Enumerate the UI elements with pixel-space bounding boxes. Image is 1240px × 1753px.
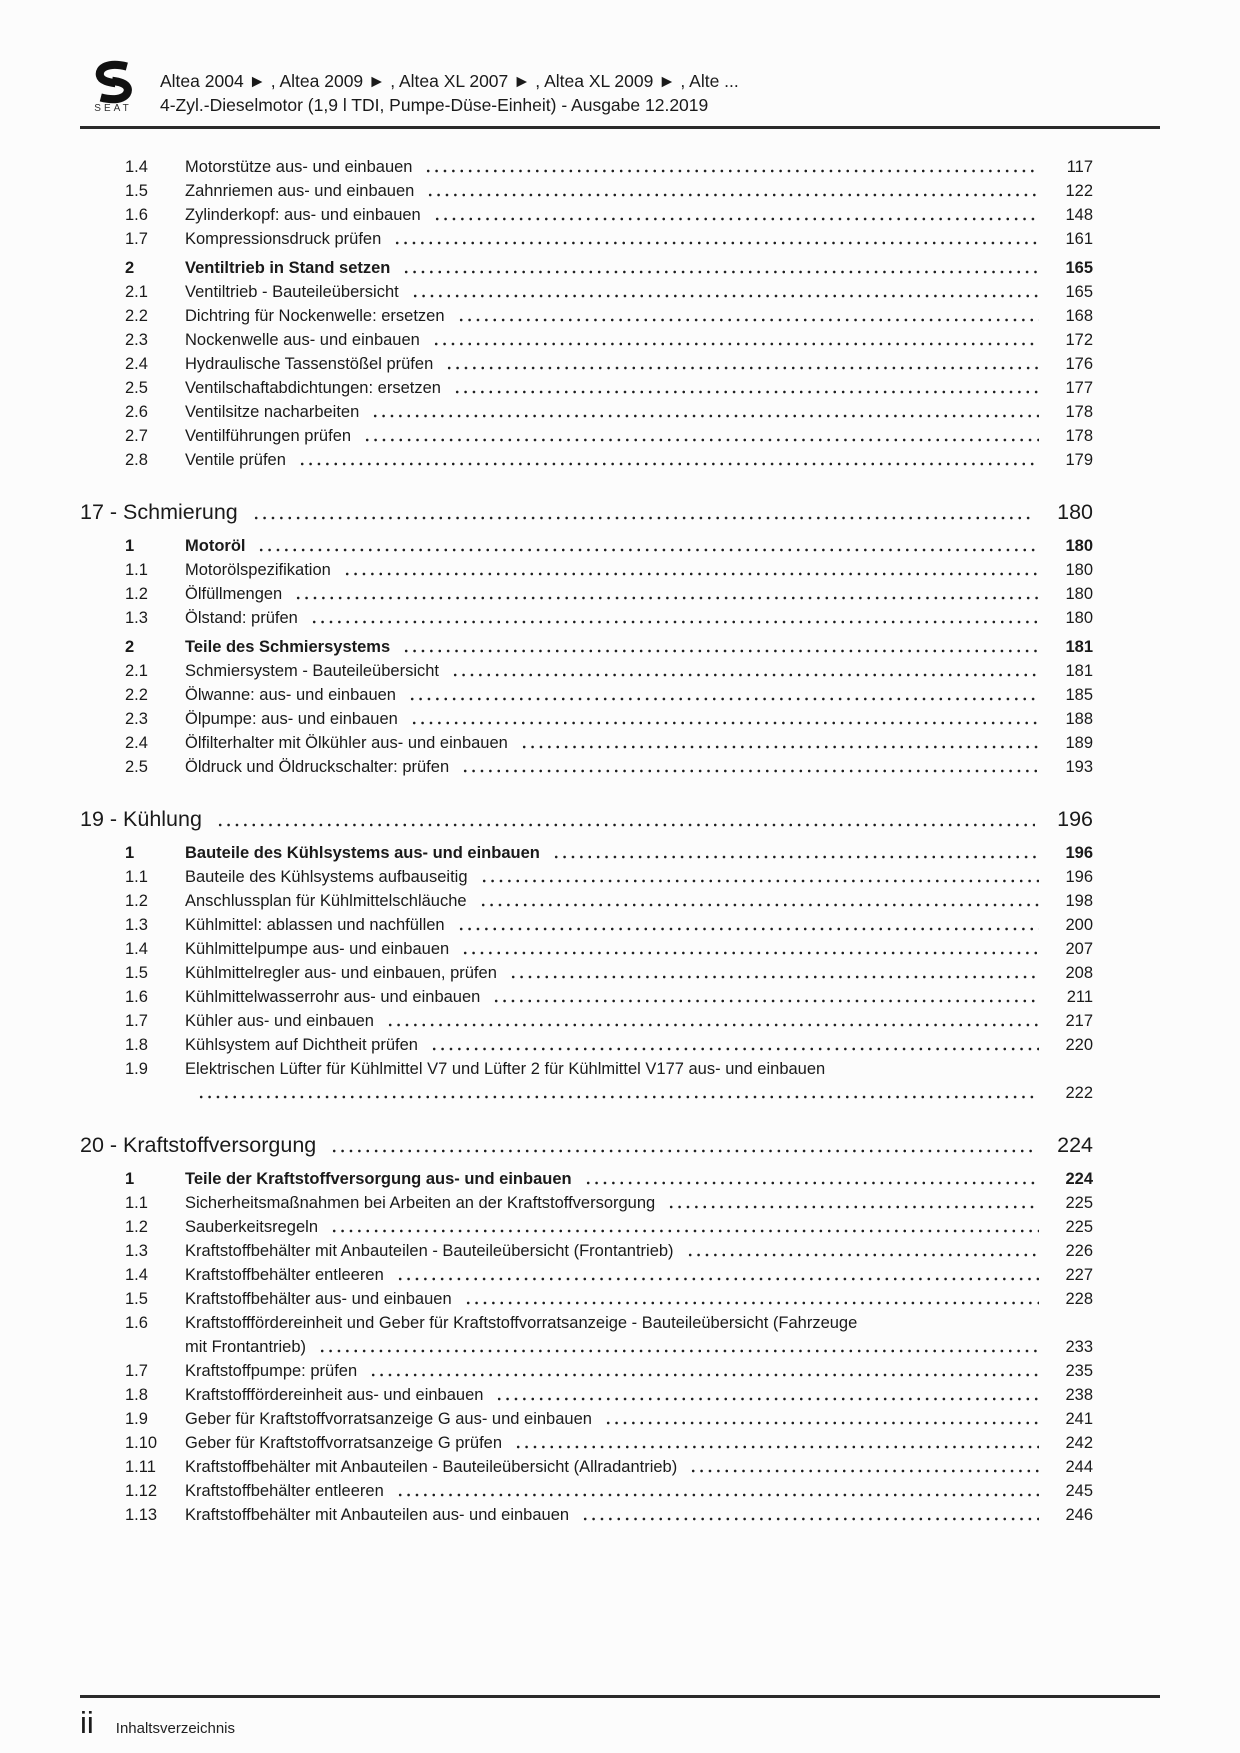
toc-leader-dots <box>479 889 1039 913</box>
toc-item <box>125 1263 1093 1287</box>
toc-item-title: Sicherheitsmaßnahmen bei Arbeiten an der Kraftstoffversorgung <box>185 1194 656 1212</box>
toc-leader-dots <box>667 1191 1039 1215</box>
toc-item-page: 220 <box>1065 1036 1093 1054</box>
toc-leader-dots <box>257 534 1039 558</box>
toc-item <box>125 424 1093 448</box>
toc-section-label: 17 - Schmierung <box>80 500 238 524</box>
toc-item-number: 1.8 <box>125 1386 148 1404</box>
toc-item-title: Geber für Kraftstoffvorratsanzeige G prüfen <box>185 1434 503 1452</box>
toc-item-number: 1.13 <box>125 1506 158 1524</box>
toc-item <box>125 1215 1093 1239</box>
toc-item-page: 177 <box>1065 379 1093 397</box>
toc-item <box>125 1455 1093 1479</box>
toc-leader-dots <box>552 841 1039 865</box>
toc-item-title: Ölwanne: aus- und einbauen <box>185 686 396 704</box>
toc-item-number: 1.3 <box>125 916 148 934</box>
toc-item-number: 1.9 <box>125 1060 148 1078</box>
toc-item <box>125 203 1093 227</box>
toc-item <box>125 376 1093 400</box>
toc-leader-dots <box>457 913 1039 937</box>
toc-leader-dots <box>451 659 1039 683</box>
toc-item-number: 1.5 <box>125 1290 148 1308</box>
toc-item <box>125 683 1093 707</box>
toc-item-page: 178 <box>1065 403 1093 421</box>
toc-item <box>125 280 1093 304</box>
seat-logo <box>84 60 142 117</box>
toc-item <box>125 448 1093 472</box>
toc-item-title: Kühler aus- und einbauen <box>185 1012 374 1030</box>
toc-item-title: Ölfilterhalter mit Ölkühler aus- und einbauen <box>185 734 508 752</box>
toc-leader-dots <box>584 1167 1039 1191</box>
toc-leader-dots <box>495 1383 1039 1407</box>
toc-leader-dots <box>480 865 1040 889</box>
toc-item-number: 1.5 <box>125 182 148 200</box>
toc-leader-dots <box>402 635 1039 659</box>
toc-item-page: 168 <box>1065 307 1093 325</box>
footer-page-number: ii <box>80 1705 94 1740</box>
toc-item-page: 225 <box>1065 1218 1093 1236</box>
toc-leader-dots <box>430 1033 1039 1057</box>
toc-item <box>125 227 1093 251</box>
toc-section-label: 19 - Kühlung <box>80 807 202 831</box>
toc-leader-dots <box>689 1455 1039 1479</box>
toc-item-title: Teile des Schmiersystems <box>185 638 391 656</box>
toc-item-number: 2 <box>125 638 135 656</box>
toc-item-page: 179 <box>1065 451 1093 469</box>
toc-item <box>125 304 1093 328</box>
toc-item <box>125 1383 1093 1407</box>
toc-item-number: 2.6 <box>125 403 148 421</box>
toc-item-title: Bauteile des Kühlsystems aufbauseitig <box>185 868 468 886</box>
toc-item-number: 2 <box>125 259 135 277</box>
toc-leader-dots <box>520 731 1039 755</box>
toc-leader-dots <box>411 280 1039 304</box>
toc-item <box>125 937 1093 961</box>
toc-item <box>125 1033 1093 1057</box>
toc-item-title: Ventile prüfen <box>185 451 286 469</box>
toc-item-number: 1.4 <box>125 158 148 176</box>
header-models-line: Altea 2004 ► , Altea 2009 ► , Altea XL 2007 ► , Altea XL 2009 ► , Alte ... <box>160 71 739 91</box>
toc-leader-dots <box>492 985 1039 1009</box>
toc-item <box>125 1311 1093 1335</box>
toc-leader-dots <box>445 352 1039 376</box>
toc-item-title: Kraftstoffbehälter aus- und einbauen <box>185 1290 452 1308</box>
toc-item-title: Ventiltrieb - Bauteileübersicht <box>185 283 399 301</box>
toc-leader-dots <box>433 203 1039 227</box>
toc-section-header <box>80 1130 1093 1160</box>
toc-leader-dots <box>581 1503 1039 1527</box>
toc-section-label: 20 - Kraftstoffversorgung <box>80 1133 317 1157</box>
toc-item-page: 222 <box>1065 1084 1093 1102</box>
toc-item-page: 246 <box>1065 1506 1093 1524</box>
toc-item-number: 1.7 <box>125 230 148 248</box>
header-text-block <box>160 60 739 117</box>
toc-item-title: Ventiltrieb in Stand setzen <box>185 259 391 277</box>
toc-item-page: 193 <box>1065 758 1093 776</box>
toc-item-page: 207 <box>1065 940 1093 958</box>
toc-item-number: 1.12 <box>125 1482 158 1500</box>
toc-item <box>125 352 1093 376</box>
toc-item-page: 181 <box>1065 638 1093 656</box>
toc-item-title: Elektrischen Lüfter für Kühlmittel V7 und Lüfter 2 für Kühlmittel V177 aus- und einbauen <box>185 1060 826 1078</box>
toc-item <box>125 659 1093 683</box>
toc-item-title: Motoröl <box>185 537 246 555</box>
toc-item-number: 1.1 <box>125 1194 148 1212</box>
toc-item-number: 1.5 <box>125 964 148 982</box>
toc-item-page: 217 <box>1065 1012 1093 1030</box>
toc-item-page: 208 <box>1065 964 1093 982</box>
toc-item <box>125 256 1093 280</box>
toc-item-page: 244 <box>1065 1458 1093 1476</box>
toc-item-page: 117 <box>1066 158 1093 176</box>
toc-leader-dots <box>396 1479 1039 1503</box>
toc-section-header <box>80 497 1093 527</box>
toc-item-title: Schmiersystem - Bauteileübersicht <box>185 662 440 680</box>
footer-divider <box>80 1695 1160 1698</box>
toc-item-title: Ventilsitze nacharbeiten <box>185 403 360 421</box>
toc-item <box>125 1167 1093 1191</box>
toc-item-title: Bauteile des Kühlsystems aus- und einbauen <box>185 844 540 862</box>
toc-item <box>125 400 1093 424</box>
toc-item-title: Motorölspezifikation <box>185 561 331 579</box>
toc-item-page: 185 <box>1065 686 1093 704</box>
toc-section-page: 196 <box>1057 807 1093 831</box>
toc-item <box>125 1431 1093 1455</box>
toc-item-page: 238 <box>1065 1386 1093 1404</box>
toc-item <box>125 1239 1093 1263</box>
toc-item-title: Ventilschaftabdichtungen: ersetzen <box>185 379 441 397</box>
toc-item-page: 241 <box>1065 1410 1093 1428</box>
toc-leader-dots <box>294 582 1039 606</box>
toc-item-title-continued: mit Frontantrieb) <box>185 1338 307 1356</box>
toc-item-title: Kühlmittelregler aus- und einbauen, prüfen <box>185 964 497 982</box>
toc-leader-dots <box>686 1239 1039 1263</box>
toc-item-number: 1.4 <box>125 940 148 958</box>
toc-item-title: Nockenwelle aus- und einbauen <box>185 331 420 349</box>
toc-item-page: 200 <box>1065 916 1093 934</box>
toc-item-number: 1.7 <box>125 1012 148 1030</box>
toc-item <box>125 889 1093 913</box>
toc-item <box>125 913 1093 937</box>
toc-leader-dots <box>408 683 1039 707</box>
toc-item-title: Zahnriemen aus- und einbauen <box>185 182 415 200</box>
toc-item-title: Kraftstoffbehälter mit Anbauteilen aus- und einbauen <box>185 1506 570 1524</box>
toc-item-number: 2.1 <box>125 283 148 301</box>
toc-item-page: 196 <box>1065 868 1093 886</box>
toc-item-number: 2.8 <box>125 451 148 469</box>
toc-item-number: 2.3 <box>125 331 148 349</box>
toc-item-title: Ölpumpe: aus- und einbauen <box>185 710 398 728</box>
toc-item-page: 181 <box>1065 662 1093 680</box>
toc-leader-dots <box>410 707 1039 731</box>
toc-item-title: Ventilführungen prüfen <box>185 427 352 445</box>
toc-item-page: 211 <box>1066 988 1093 1006</box>
toc-leader-dots <box>318 1335 1039 1359</box>
toc-item-page: 188 <box>1065 710 1093 728</box>
toc-section-header <box>80 804 1093 834</box>
toc-item <box>125 558 1093 582</box>
toc-leader-dots <box>371 400 1039 424</box>
toc-item-title: Geber für Kraftstoffvorratsanzeige G aus- und einbauen <box>185 1410 592 1428</box>
toc-item-title: Sauberkeitsregeln <box>185 1218 318 1236</box>
seat-logo-text: SEAT <box>94 103 132 114</box>
toc-item-page: 228 <box>1065 1290 1093 1308</box>
toc-item-title: Öldruck und Öldruckschalter: prüfen <box>185 758 450 776</box>
header-divider <box>80 126 1160 129</box>
toc-item-title: Kraftstoffbehälter mit Anbauteilen - Bauteileübersicht (Allradantrieb) <box>185 1458 678 1476</box>
toc-leader-dots <box>369 1359 1039 1383</box>
toc-leader-dots <box>330 1130 1035 1160</box>
toc-item-title: Zylinderkopf: aus- und einbauen <box>185 206 421 224</box>
toc-item <box>125 1191 1093 1215</box>
toc-leader-dots <box>464 1287 1039 1311</box>
toc-item-page: 172 <box>1065 331 1093 349</box>
toc-leader-dots <box>216 804 1035 834</box>
toc-item <box>125 1503 1093 1527</box>
toc-item-title: Kühlmittel: ablassen und nachfüllen <box>185 916 445 934</box>
toc-item-page: 161 <box>1065 230 1093 248</box>
toc-item <box>125 1287 1093 1311</box>
toc-item-page: 189 <box>1065 734 1093 752</box>
toc-item-number: 2.5 <box>125 379 148 397</box>
toc-item <box>125 841 1093 865</box>
toc-item-number: 1 <box>125 844 135 862</box>
toc-item-number: 2.5 <box>125 758 148 776</box>
toc-item-page: 235 <box>1065 1362 1093 1380</box>
toc-item-page: 180 <box>1065 537 1093 555</box>
toc-item-title: Anschlussplan für Kühlmittelschläuche <box>185 892 467 910</box>
toc-item <box>125 707 1093 731</box>
toc-item <box>125 534 1093 558</box>
toc-item-title: Kraftstoffbehälter entleeren <box>185 1266 384 1284</box>
toc-item-number: 2.4 <box>125 734 148 752</box>
toc-leader-dots <box>330 1215 1039 1239</box>
toc-item <box>125 582 1093 606</box>
toc-leader-dots <box>386 1009 1039 1033</box>
toc-leader-dots <box>252 497 1035 527</box>
toc-item-page: 178 <box>1065 427 1093 445</box>
toc-leader-dots <box>426 179 1039 203</box>
toc-item-number: 1.6 <box>125 1314 148 1332</box>
toc-leader-dots <box>604 1407 1039 1431</box>
toc-leader-dots <box>363 424 1039 448</box>
toc-item <box>125 1057 1093 1081</box>
toc-leader-dots <box>197 1081 1039 1105</box>
toc-item-title: Teile der Kraftstoffversorgung aus- und einbauen <box>185 1170 572 1188</box>
toc-item-page: 165 <box>1065 283 1093 301</box>
toc-item-number: 1.2 <box>125 1218 148 1236</box>
toc-item-number: 1.1 <box>125 868 148 886</box>
toc-leader-dots <box>393 227 1039 251</box>
toc-item-number: 1.11 <box>125 1458 156 1476</box>
toc-item <box>125 1009 1093 1033</box>
toc-item <box>125 635 1093 659</box>
toc-item-number: 1.2 <box>125 892 148 910</box>
toc-item-page: 233 <box>1065 1338 1093 1356</box>
toc-section-page: 180 <box>1057 500 1093 524</box>
toc-item-number: 2.2 <box>125 307 148 325</box>
seat-s-icon <box>88 60 138 104</box>
toc-item-title: Kraftstoffpumpe: prüfen <box>185 1362 358 1380</box>
toc-leader-dots <box>461 755 1039 779</box>
toc-item-title: Kraftstoffbehälter mit Anbauteilen - Bauteileübersicht (Frontantrieb) <box>185 1242 674 1260</box>
toc-leader-dots <box>396 1263 1039 1287</box>
header-subtitle-line: 4-Zyl.-Dieselmotor (1,9 l TDI, Pumpe-Düse-Einheit) - Ausgabe 12.2019 <box>160 95 709 115</box>
toc-item-page: 226 <box>1065 1242 1093 1260</box>
footer-section-label: Inhaltsverzeichnis <box>115 1720 236 1737</box>
toc-section-page: 224 <box>1057 1133 1093 1157</box>
toc-item-number: 1.9 <box>125 1410 148 1428</box>
toc-item-number: 1.2 <box>125 585 148 603</box>
toc-leader-dots <box>461 937 1039 961</box>
toc-item-number: 2.7 <box>125 427 148 445</box>
toc-item-title: Kraftstoffbehälter entleeren <box>185 1482 384 1500</box>
toc-item-title: Kühlsystem auf Dichtheit prüfen <box>185 1036 418 1054</box>
toc-item-title: Motorstütze aus- und einbauen <box>185 158 413 176</box>
toc-item-page: 180 <box>1065 585 1093 603</box>
toc-item <box>125 1479 1093 1503</box>
toc-item-number: 1.8 <box>125 1036 148 1054</box>
toc-item-title: Dichtring für Nockenwelle: ersetzen <box>185 307 445 325</box>
toc-item-number: 2.1 <box>125 662 148 680</box>
toc-item-number: 1.1 <box>125 561 148 579</box>
toc-item-page: 148 <box>1065 206 1093 224</box>
toc-item-title: Kühlmittelwasserrohr aus- und einbauen <box>185 988 481 1006</box>
toc-item-title: Ölfüllmengen <box>185 585 283 603</box>
toc-item-number: 1.10 <box>125 1434 158 1452</box>
toc-item <box>125 179 1093 203</box>
toc-item-title: Hydraulische Tassenstößel prüfen <box>185 355 434 373</box>
toc-item <box>125 328 1093 352</box>
page-footer <box>80 1695 1160 1740</box>
toc-leader-dots <box>514 1431 1039 1455</box>
toc-item-number: 1.6 <box>125 206 148 224</box>
toc-item-title: Kompressionsdruck prüfen <box>185 230 382 248</box>
toc-item-number: 1.6 <box>125 988 148 1006</box>
toc-item-title: Kraftstofffördereinheit aus- und einbauen <box>185 1386 484 1404</box>
toc-item <box>125 155 1093 179</box>
table-of-contents <box>80 155 1093 1527</box>
toc-leader-dots <box>453 376 1039 400</box>
toc-item-continuation <box>125 1335 1093 1359</box>
toc-item <box>125 755 1093 779</box>
toc-item-page: 227 <box>1065 1266 1093 1284</box>
toc-leader-dots <box>509 961 1039 985</box>
toc-item-title: Kraftstofffördereinheit und Geber für Kraftstoffvorratsanzeige - Bauteileübersicht (Fahrzeuge <box>185 1314 858 1332</box>
toc-item-page: 225 <box>1065 1194 1093 1212</box>
toc-item-number: 1.4 <box>125 1266 148 1284</box>
toc-leader-dots <box>424 155 1039 179</box>
toc-item-number: 1.3 <box>125 1242 148 1260</box>
toc-item-number: 2.4 <box>125 355 148 373</box>
toc-item-page: 176 <box>1065 355 1093 373</box>
toc-item-page: 122 <box>1065 182 1093 200</box>
toc-leader-dots <box>343 558 1039 582</box>
page-header <box>84 60 1160 117</box>
toc-leader-dots <box>432 328 1039 352</box>
toc-item-number: 2.3 <box>125 710 148 728</box>
toc-item-number: 1.7 <box>125 1362 148 1380</box>
toc-item <box>125 865 1093 889</box>
toc-item-page: 198 <box>1065 892 1093 910</box>
toc-item <box>125 1407 1093 1431</box>
toc-item <box>125 985 1093 1009</box>
toc-item-page: 165 <box>1065 259 1093 277</box>
toc-item-number: 1 <box>125 1170 135 1188</box>
toc-item-page: 242 <box>1065 1434 1093 1452</box>
toc-item <box>125 961 1093 985</box>
toc-leader-dots <box>310 606 1039 630</box>
toc-item-page: 245 <box>1065 1482 1093 1500</box>
toc-item-number: 1 <box>125 537 135 555</box>
toc-item-page: 180 <box>1065 609 1093 627</box>
toc-leader-dots <box>457 304 1039 328</box>
toc-item-number: 1.3 <box>125 609 148 627</box>
toc-item <box>125 606 1093 630</box>
toc-item-page: 196 <box>1065 844 1093 862</box>
toc-leader-dots <box>402 256 1039 280</box>
toc-item-number: 2.2 <box>125 686 148 704</box>
toc-item <box>125 731 1093 755</box>
toc-item-page: 180 <box>1065 561 1093 579</box>
toc-leader-dots <box>298 448 1039 472</box>
toc-item-continuation <box>125 1081 1093 1105</box>
toc-item-page: 224 <box>1065 1170 1093 1188</box>
toc-item <box>125 1359 1093 1383</box>
toc-item-title: Ölstand: prüfen <box>185 609 298 627</box>
toc-item-title: Kühlmittelpumpe aus- und einbauen <box>185 940 450 958</box>
